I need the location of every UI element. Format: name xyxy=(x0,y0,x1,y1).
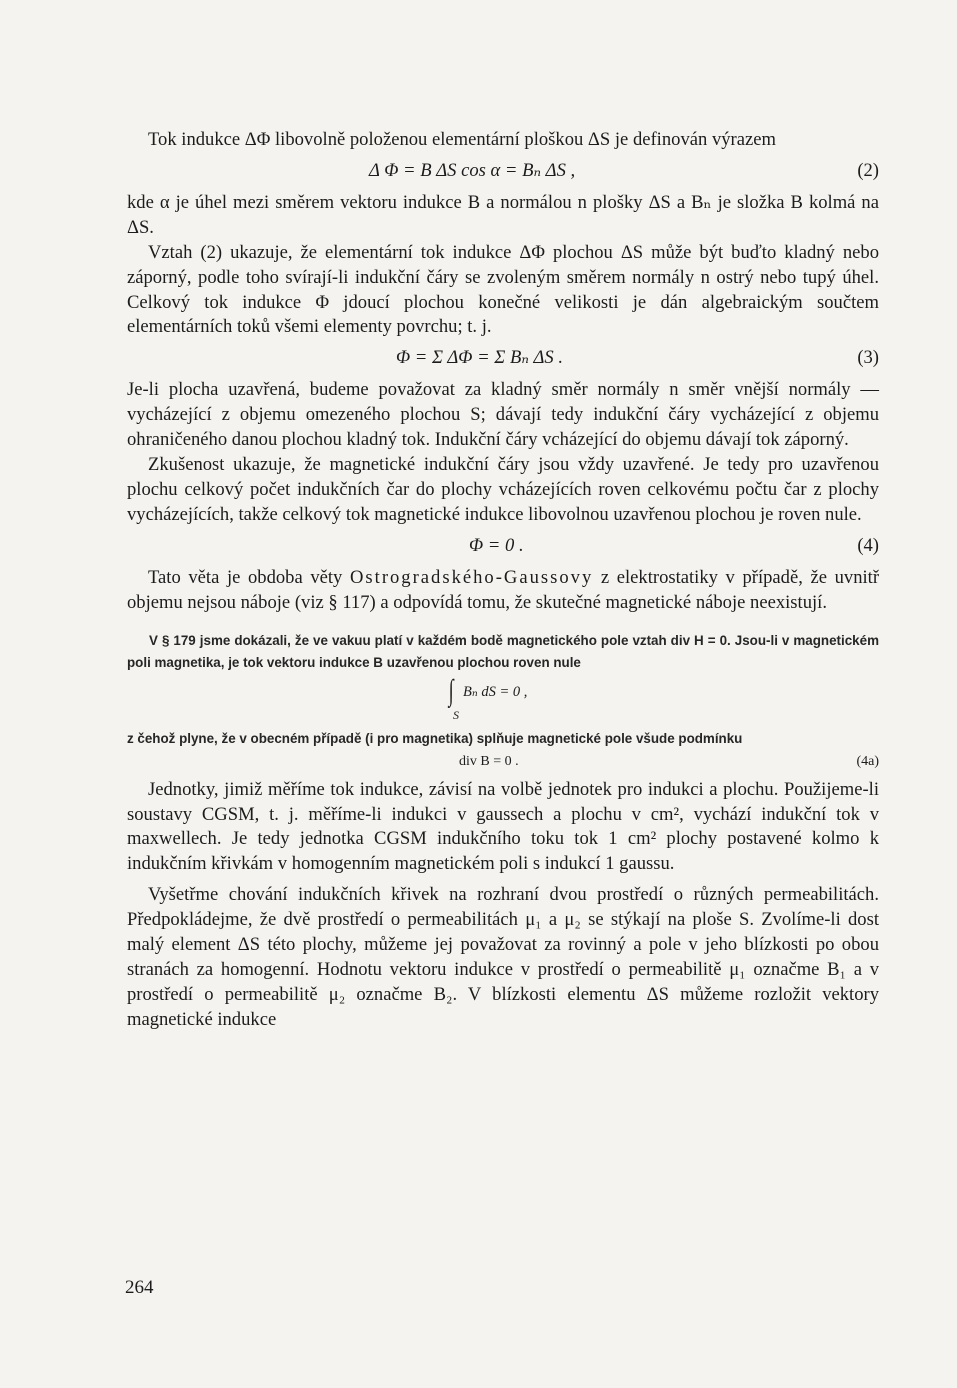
equation-2-number: (2) xyxy=(857,159,879,181)
paragraph-1: Tok indukce ΔΦ libovolně položenou elementární ploškou ΔS je definován výrazem xyxy=(148,129,776,150)
equation-3 xyxy=(127,340,879,378)
paragraph-3: Vztah (2) ukazuje, že elementární tok indukce ΔΦ plochou ΔS může být buďto kladný nebo záporný, podle toho svírají-li indukční čáry se zvoleným směrem normály n ostrý nebo tupý úhel. Celkový tok indukce Φ jdoucí plochou konečné velikosti je dán algebraickým součtem elementárních toků všemi elementy povrchu; t. j. xyxy=(127,241,879,338)
equation-4a-formula: div B = 0 . xyxy=(459,753,519,769)
page-number: 264 xyxy=(125,1277,154,1298)
page-body xyxy=(127,128,879,1033)
equation-2-formula: Δ Φ = B ΔS cos α = Bₙ ΔS , xyxy=(369,159,576,181)
equation-4-number: (4) xyxy=(857,534,879,556)
equation-3-number: (3) xyxy=(857,347,879,369)
small-paragraph-2: z čehož plyne, že v obecném případě (i pro magnetika) splňuje magnetické pole všude podmínku xyxy=(127,730,743,746)
paragraph-7: Jednotky, jimiž měříme tok indukce, závisí na volbě jednotek pro indukci a plochu. Použijeme-li soustavy CGSM, t. j. měříme-li indukci v gaussech a plochu v cm², vychází indukční tok v maxwellech. Je tedy jednotka CGSM indukčního toku tok 1 cm² plochy postavené kolmo k indukčním křivkám v homogenním magnetickém poli s indukcí 1 gaussu. xyxy=(127,778,879,875)
theorem-name: Ostrogradského-Gaussovy xyxy=(349,566,594,588)
integral-formula: Bₙ dS = 0 , xyxy=(463,683,528,700)
equation-2 xyxy=(127,153,879,191)
equation-4 xyxy=(127,528,879,566)
paragraph-6 xyxy=(127,566,879,616)
paragraph-5: Zkušenost ukazuje, že magnetické indukční čáry jsou vždy uzavřené. Je tedy pro uzavřenou plochu celkový počet indukčních čar do plochy vcházejících roven celkovému počtu čar z plochy vycházejících, takže celkový tok magnetické indukce libovolnou uzavřenou plochou je roven nule. xyxy=(127,454,879,525)
equation-4a xyxy=(127,750,879,778)
equation-3-formula: Φ = Σ ΔΦ = Σ Bₙ ΔS . xyxy=(396,347,564,369)
paragraph-6-end: z elektrostatiky v případě, že uvnitř objemu nejsou náboje (viz § 117) a odpovídá tomu, že skutečné magnetické náboje neexistují. xyxy=(127,566,880,613)
small-paragraph-1: V § 179 jsme dokázali, že ve vakuu platí v každém bodě magnetického pole vztah div H = 0. Jsou-li v magnetickém poli magnetika, je tok vektoru indukce B uzavřenou plochou roven nule xyxy=(127,632,879,670)
equation-4-formula: Φ = 0 . xyxy=(469,534,524,556)
paragraph-8: Vyšetřme chování indukčních křivek na rozhraní dvou prostředí o různých permeabilitách. Předpokládejme, že dvě prostředí o permeabilitách μ₁ a μ₂ se stýkají na ploše S. Zvolíme-li dost malý element ΔS této plochy, můžeme jej považovat za rovinný a pole v jeho blízkosti po obou stranách za homogenní. Hodnotu vektoru indukce v prostředí o permeabilitě μ₁ označme B₁ a v prostředí o permeabilitě μ₂ označme B₂. V blízkosti elementu ΔS můžeme rozložit vektory magnetické indukce xyxy=(127,884,879,1030)
integral-subscript: S xyxy=(453,707,459,722)
paragraph-2: kde α je úhel mezi směrem vektoru indukce B a normálou n plošky ΔS a Bₙ je složka B kolmá na ΔS. xyxy=(127,191,879,238)
equation-4a-number: (4a) xyxy=(856,753,879,769)
integral-sign: ∫ xyxy=(448,673,454,707)
paragraph-6-start: Tato věta je obdoba věty xyxy=(148,566,350,588)
paragraph-4: Je-li plocha uzavřená, budeme považovat za kladný směr normály n směr vnější normály — vycházející z objemu omezeného plochou S; dávají tedy indukční čáry vycházející z objemu ohraničeného danou plochou kladný tok. Indukční čáry vcházející do objemu dávají tok záporný. xyxy=(127,379,879,451)
surface-integral-equation xyxy=(127,674,879,728)
